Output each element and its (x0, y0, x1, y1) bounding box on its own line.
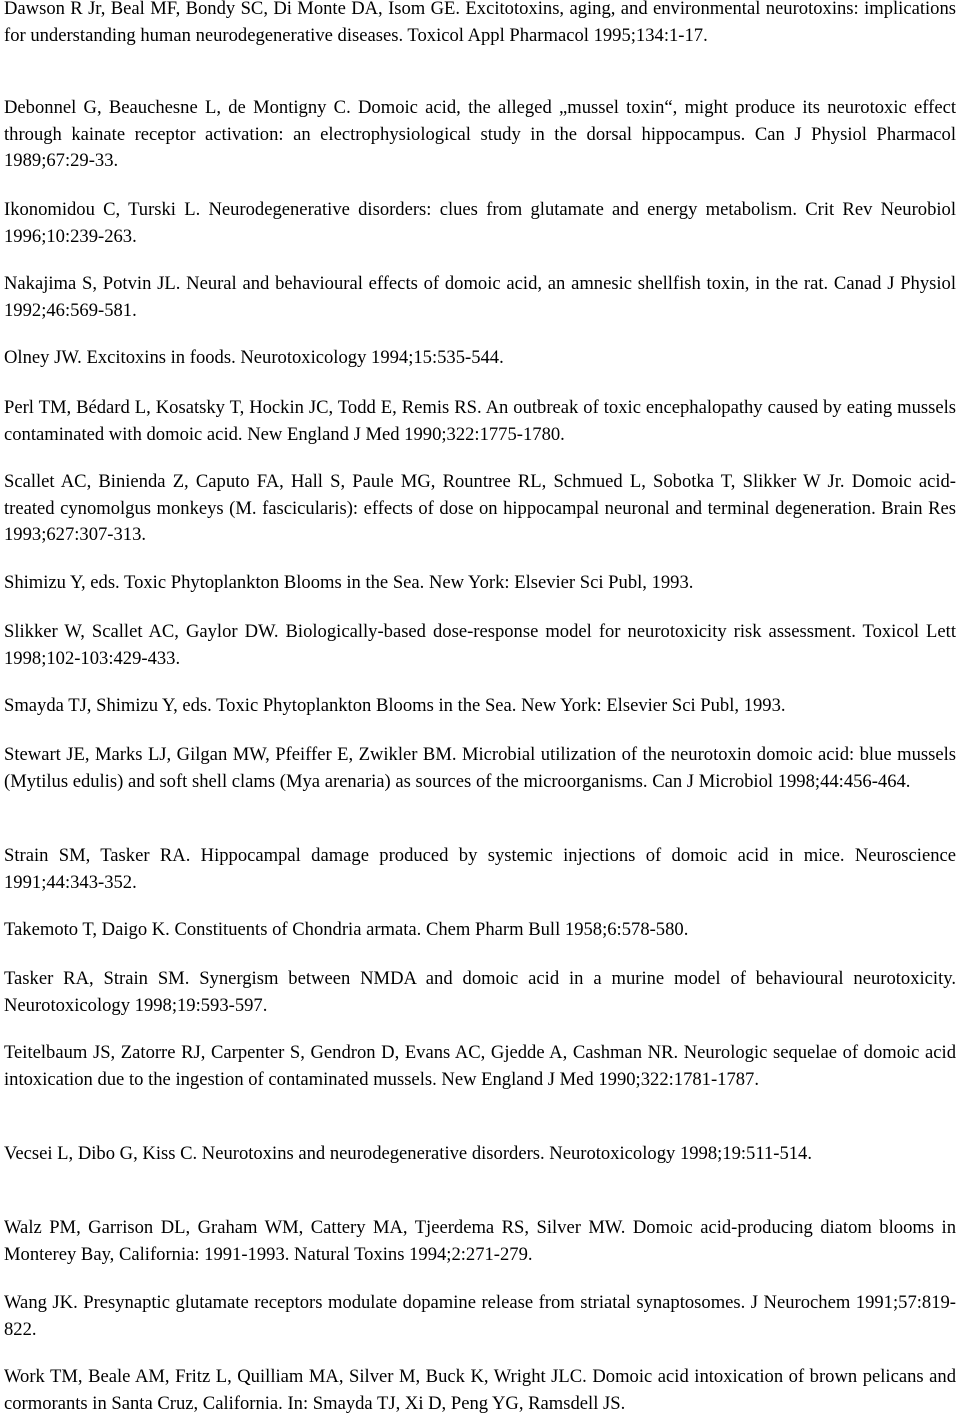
reference-dawson: Dawson R Jr, Beal MF, Bondy SC, Di Monte DA, Isom GE. Excitotoxins, aging, and environmental neurotoxins: implications for understanding human neurodegenerative diseases. Toxicol Appl Pharmacol 1995;134:1-17. (4, 0, 956, 46)
reference-stewart: Stewart JE, Marks LJ, Gilgan MW, Pfeiffer E, Zwikler BM. Microbial utilization of the neurotoxin domoic acid: blue mussels (Mytilus edulis) and soft shell clams (Mya arenaria) as sources of the microorganisms. Can J Microbiol 1998;44:456-464. (4, 744, 956, 792)
reference-shimizu: Shimizu Y, eds. Toxic Phytoplankton Blooms in the Sea. New York: Elsevier Sci Publ, 1993. (4, 572, 694, 593)
reference-perl: Perl TM, Bédard L, Kosatsky T, Hockin JC, Todd E, Remis RS. An outbreak of toxic encephalopathy caused by eating mussels contaminated with domoic acid. New England J Med 1990;322:1775-1780. (4, 397, 956, 445)
reference-smayda: Smayda TJ, Shimizu Y, eds. Toxic Phytoplankton Blooms in the Sea. New York: Elsevier Sci Publ, 1993. (4, 695, 786, 716)
reference-walz: Walz PM, Garrison DL, Graham WM, Cattery MA, Tjeerdema RS, Silver MW. Domoic acid-producing diatom blooms in Monterey Bay, California: 1991-1993. Natural Toxins 1994;2:271-279. (4, 1217, 956, 1265)
reference-slikker: Slikker W, Scallet AC, Gaylor DW. Biologically-based dose-response model for neurotoxicity risk assessment. Toxicol Lett 1998;102-103:429-433. (4, 621, 956, 669)
reference-strain: Strain SM, Tasker RA. Hippocampal damage produced by systemic injections of domoic acid in mice. Neuroscience 1991;44:343-352. (4, 845, 956, 893)
reference-work: Work TM, Beale AM, Fritz L, Quilliam MA, Silver M, Buck K, Wright JLC. Domoic acid intoxication of brown pelicans and cormorants in Santa Cruz, California. In: Smayda TJ, Xi D, Peng YG, Ramsdell JS. (4, 1366, 956, 1414)
reference-nakajima: Nakajima S, Potvin JL. Neural and behavioural effects of domoic acid, an amnesic shellfish toxin, in the rat. Canad J Physiol 1992;46:569-581. (4, 273, 956, 321)
reference-teitelbaum: Teitelbaum JS, Zatorre RJ, Carpenter S, Gendron D, Evans AC, Gjedde A, Cashman NR. Neurologic sequelae of domoic acid intoxication due to the ingestion of contaminated mussels. New England J Med 1990;322:1781-1787. (4, 1042, 956, 1090)
reference-tasker: Tasker RA, Strain SM. Synergism between NMDA and domoic acid in a murine model of behavioural neurotoxicity. Neurotoxicology 1998;19:593-597. (4, 968, 956, 1016)
reference-vecsei: Vecsei L, Dibo G, Kiss C. Neurotoxins and neurodegenerative disorders. Neurotoxicology 1998;19:511-514. (4, 1143, 812, 1164)
reference-scallet: Scallet AC, Binienda Z, Caputo FA, Hall S, Paule MG, Rountree RL, Schmued L, Sobotka T, Slikker W Jr. Domoic acid-treated cynomolgus monkeys (M. fascicularis): effects of dose on hippocampal neuronal and terminal degeneration. Brain Res 1993;627:307-313. (4, 471, 956, 545)
reference-wang: Wang JK. Presynaptic glutamate receptors modulate dopamine release from striatal synaptosomes. J Neurochem 1991;57:819-822. (4, 1292, 956, 1340)
reference-ikonomidou: Ikonomidou C, Turski L. Neurodegenerative disorders: clues from glutamate and energy metabolism. Crit Rev Neurobiol 1996;10:239-263. (4, 199, 956, 247)
reference-takemoto: Takemoto T, Daigo K. Constituents of Chondria armata. Chem Pharm Bull 1958;6:578-580. (4, 919, 689, 940)
reference-debonnel: Debonnel G, Beauchesne L, de Montigny C. Domoic acid, the alleged „mussel toxin“, might produce its neurotoxic effect through kainate receptor activation: an electrophysiological study in the dorsal hippocampus. Can J Physiol Pharmacol 1989;67:29-33. (4, 97, 956, 171)
reference-olney: Olney JW. Excitoxins in foods. Neurotoxicology 1994;15:535-544. (4, 347, 504, 368)
